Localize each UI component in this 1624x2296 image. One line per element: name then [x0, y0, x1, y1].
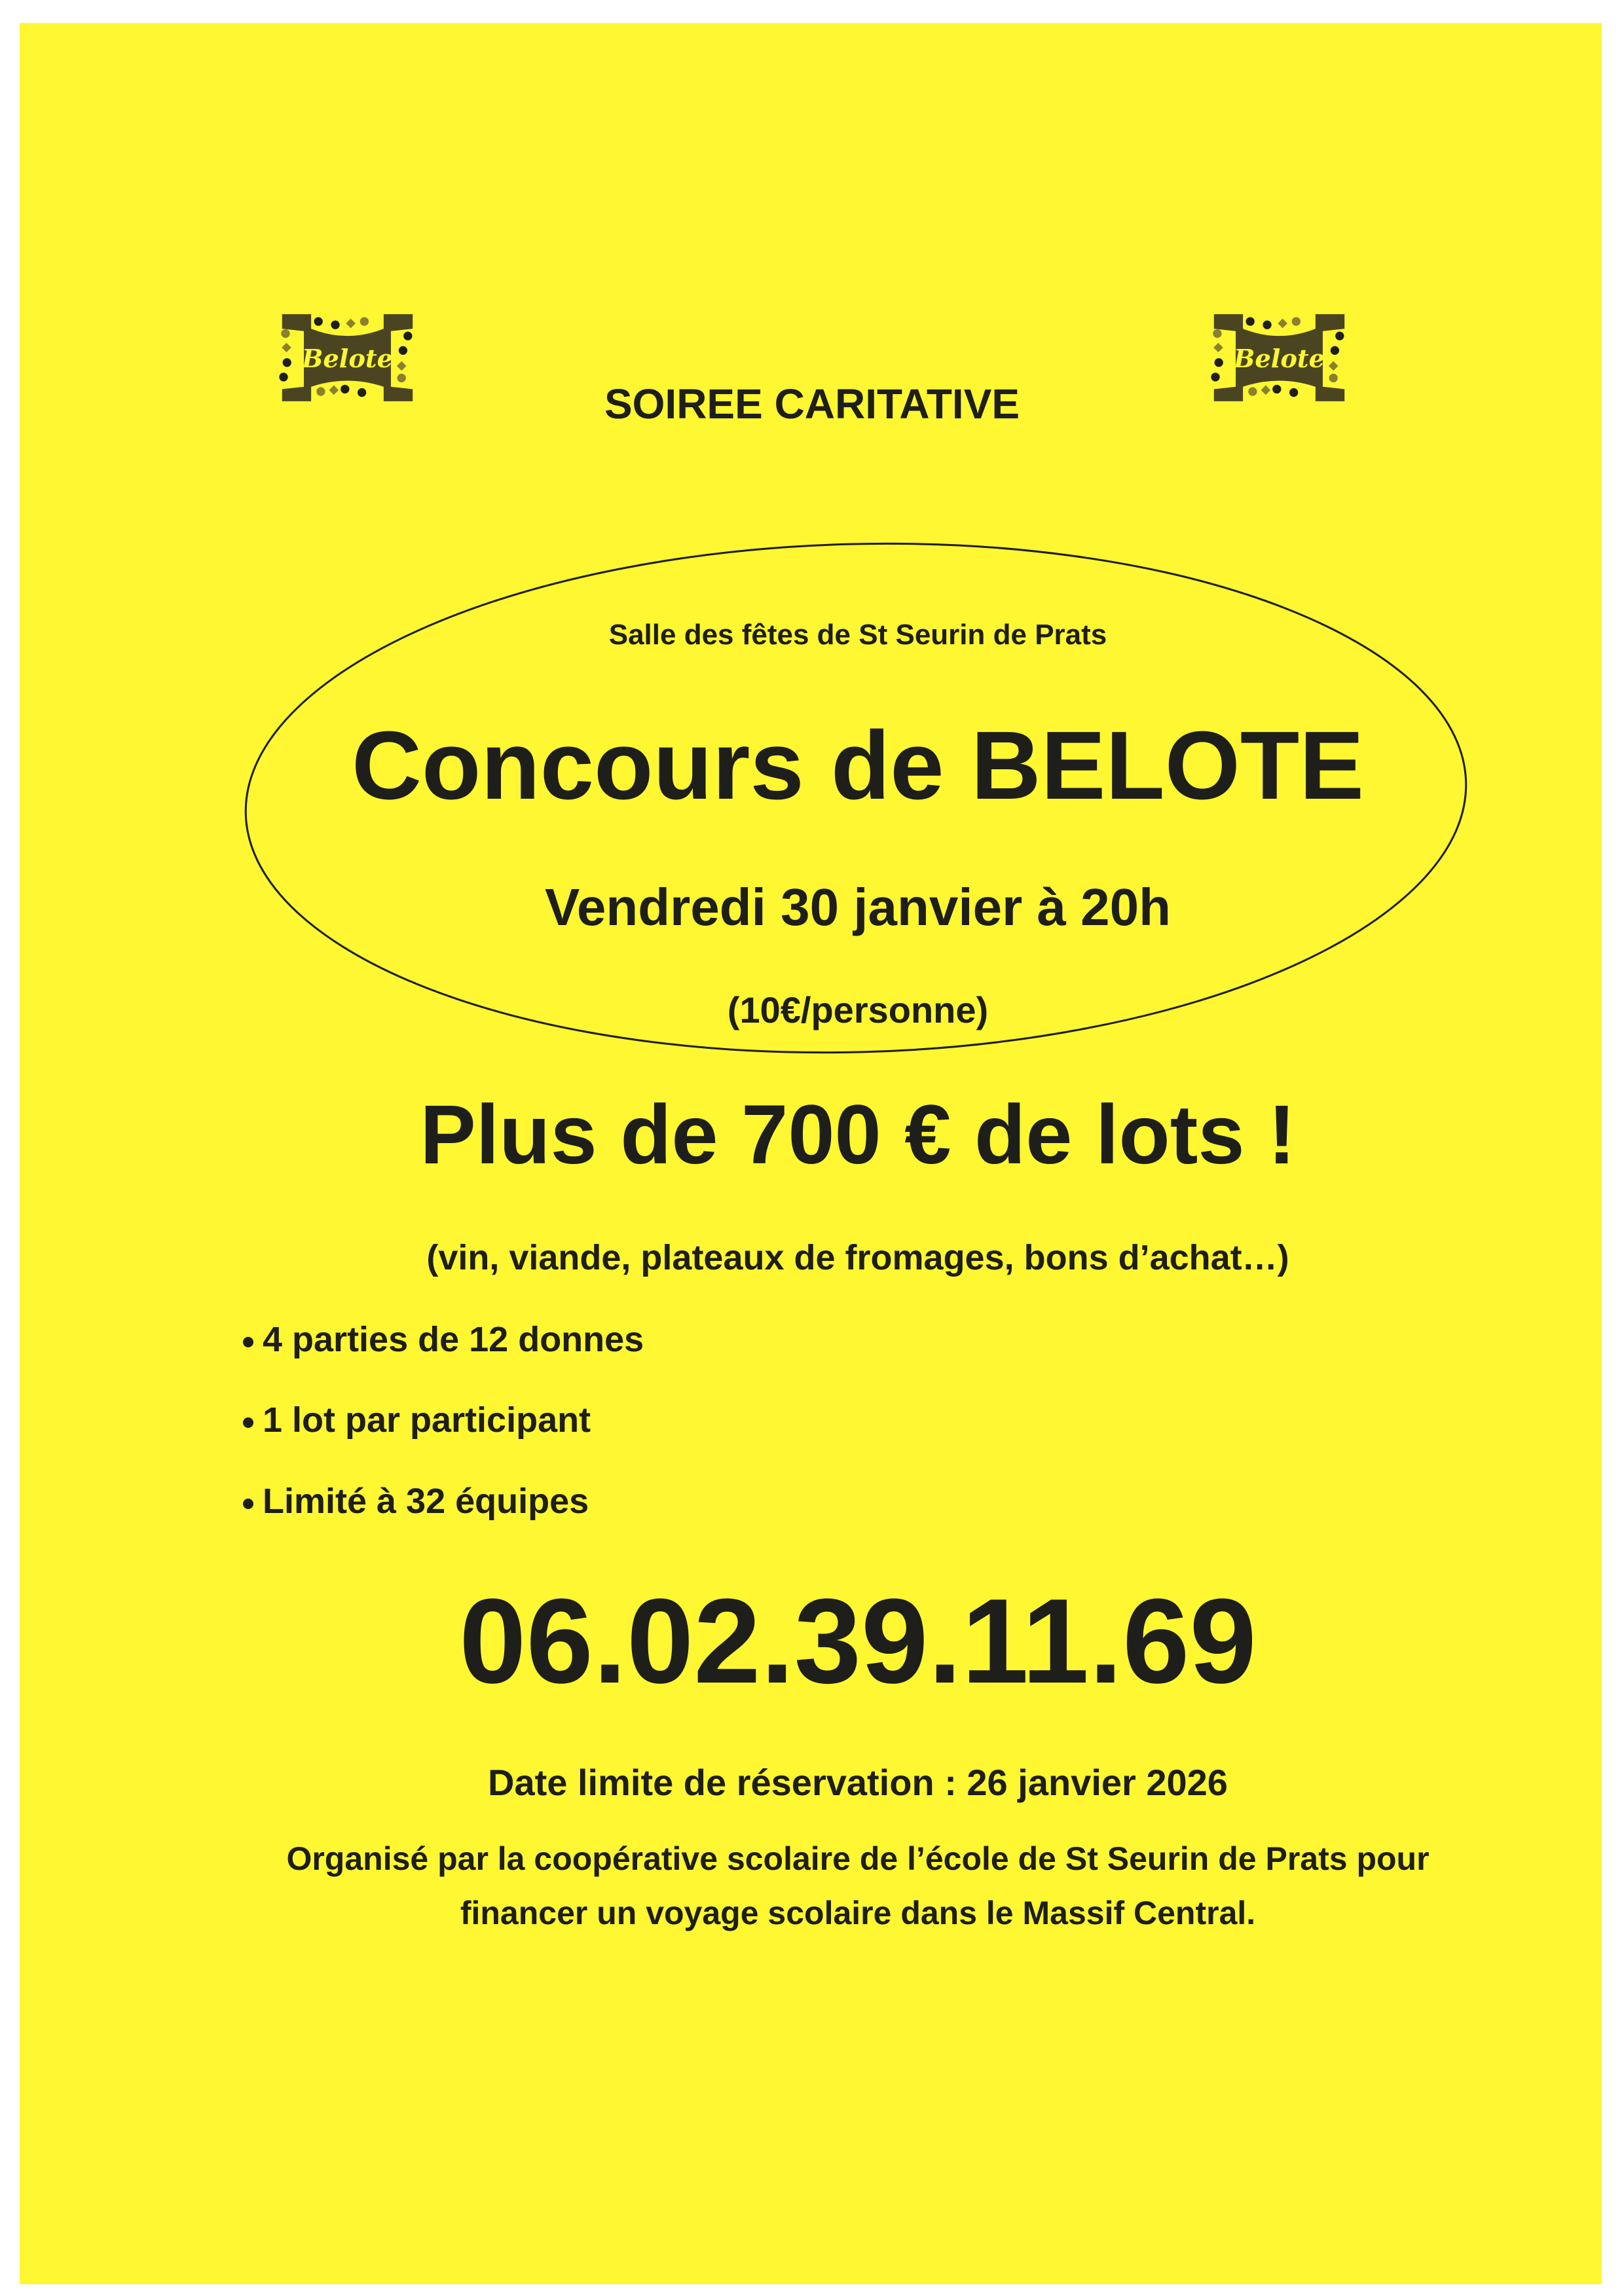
event-title: Concours de BELOTE	[352, 712, 1364, 820]
bullet-text: 4 parties de 12 donnes	[263, 1320, 644, 1359]
organizer-line-1: Organisé par la coopérative scolaire de l’école de St Seurin de Prats pour	[286, 1840, 1430, 1877]
bullet-item	[243, 1481, 589, 1522]
event-date: Vendredi 30 janvier à 20h	[544, 878, 1172, 936]
bullet-icon	[243, 1417, 253, 1428]
venue: Salle des fêtes de St Seurin de Prats	[608, 619, 1107, 651]
organizer-line-2: financer un voyage scolaire dans le Massif Central.	[460, 1895, 1256, 1931]
event-type-heading: SOIREE CARITATIVE	[604, 380, 1020, 428]
prize-details: (vin, viande, plateaux de fromages, bons d’achat…)	[426, 1238, 1289, 1277]
bullet-item	[243, 1400, 591, 1440]
prizes-headline: Plus de 700 € de lots !	[420, 1088, 1296, 1182]
reservation-deadline: Date limite de réservation : 26 janvier 2026	[488, 1762, 1228, 1803]
entry-price: (10€/personne)	[727, 989, 989, 1030]
bullet-text: 1 lot par participant	[263, 1400, 591, 1440]
svg-text:Belote: Belote	[301, 344, 394, 374]
svg-text:Belote: Belote	[1233, 344, 1325, 374]
bullet-text: Limité à 32 équipes	[263, 1482, 589, 1521]
bullet-item	[243, 1319, 644, 1360]
phone-number: 06.02.39.11.69	[459, 1573, 1257, 1708]
bullet-icon	[243, 1499, 253, 1509]
bullet-icon	[243, 1337, 253, 1347]
